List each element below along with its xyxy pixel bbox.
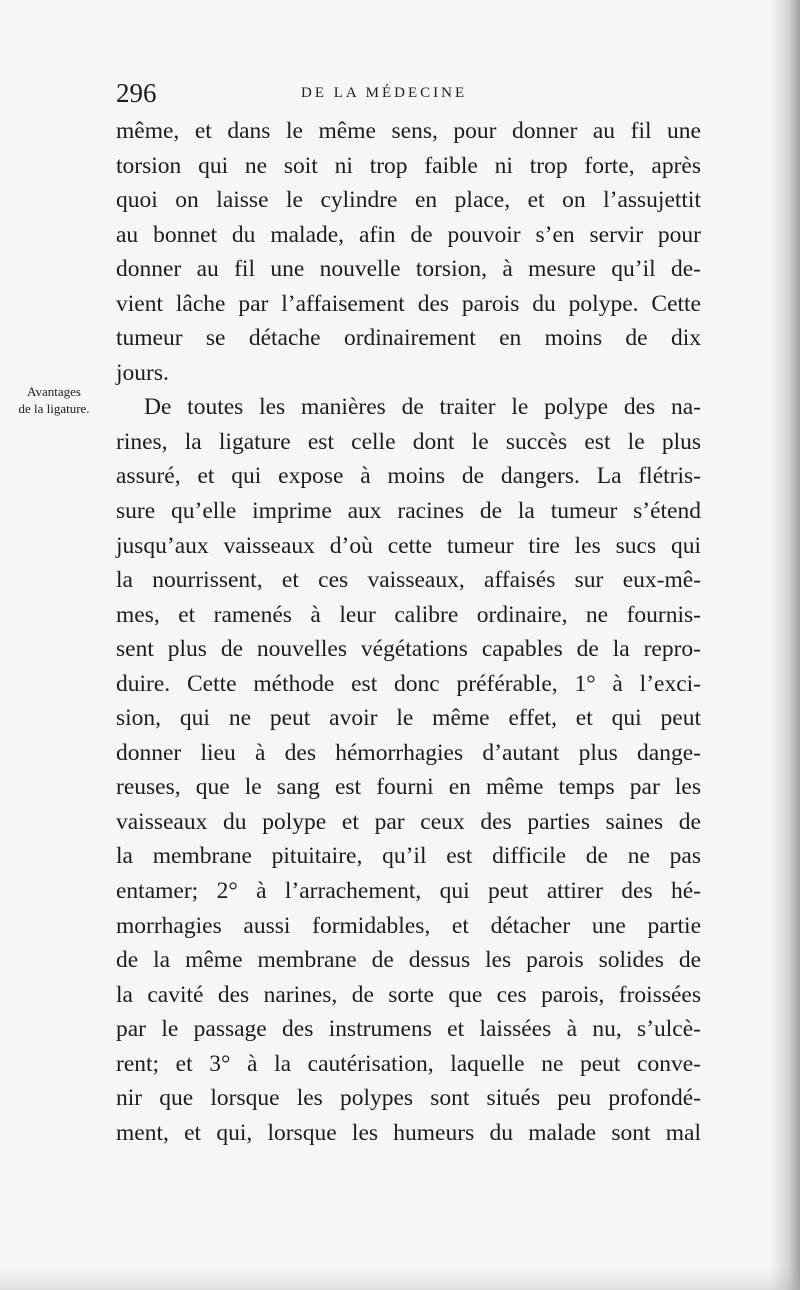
text-line: nir que lorsque les polypes sont situés peu profondé- [116, 1085, 701, 1112]
text-line: jours. [116, 359, 169, 386]
text-line: sure qu’elle imprime aux racines de la tumeur s’étend [116, 498, 701, 525]
text-line: entamer; 2° à l’arrachement, qui peut attirer des hé- [116, 878, 701, 905]
text-line: sion, qui ne peut avoir le même effet, et qui peut [116, 705, 701, 732]
text-line: sent plus de nouvelles végétations capables de la repro- [116, 636, 701, 663]
page-bottom-shadow [0, 1268, 800, 1290]
text-line: ment, et qui, lorsque les humeurs du malade sont mal [116, 1119, 701, 1146]
text-line: vient lâche par l’affaisement des parois du polype. Cette [116, 290, 701, 317]
margin-note-line: de la ligature. [18, 401, 90, 416]
page-number: 296 [116, 78, 157, 108]
text-line: donner au fil une nouvelle torsion, à mesure qu’il de- [116, 256, 701, 283]
text-line: par le passage des instrumens et laissées à nu, s’ulcè- [116, 1016, 701, 1043]
text-line: reuses, que le sang est fourni en même temps par les [116, 774, 701, 801]
margin-note [4, 383, 104, 417]
text-line: morrhagies aussi formidables, et détacher une partie [116, 912, 701, 939]
text-line: rent; et 3° à la cautérisation, laquelle ne peut conve- [116, 1050, 701, 1077]
text-line: la membrane pituitaire, qu’il est difficile de ne pas [116, 843, 701, 870]
text-line: même, et dans le même sens, pour donner au fil une [116, 118, 701, 144]
margin-note-line: Avantages [27, 384, 81, 399]
text-line: quoi on laisse le cylindre en place, et on l’assujettit [116, 187, 701, 214]
text-line: vaisseaux du polype et par ceux des parties saines de [116, 808, 701, 835]
text-line: tumeur se détache ordinairement en moins de dix [116, 325, 701, 352]
text-line: de la même membrane de dessus les parois solides de [116, 947, 701, 974]
text-line: assuré, et qui expose à moins de dangers. La flétris- [116, 463, 701, 490]
page-edge-shadow [770, 0, 800, 1290]
text-line: la nourrissent, et ces vaisseaux, affaisés sur eux-mê- [116, 567, 701, 594]
text-line: De toutes les manières de traiter le polype des na- [144, 394, 701, 421]
text-line: donner lieu à des hémorrhagies d’autant plus dange- [116, 739, 701, 766]
text-line: au bonnet du malade, afin de pouvoir s’en servir pour [116, 221, 701, 248]
text-line: torsion qui ne soit ni trop faible ni trop forte, après [116, 152, 701, 179]
text-line: duire. Cette méthode est donc préférable, 1° à l’exci- [116, 670, 701, 697]
running-head: DE LA MÉDECINE [301, 85, 468, 101]
body-text [116, 114, 701, 1150]
text-line: rines, la ligature est celle dont le succès est le plus [116, 428, 701, 455]
text-line: mes, et ramenés à leur calibre ordinaire, ne fournis- [116, 601, 701, 628]
text-line: jusqu’aux vaisseaux d’où cette tumeur tire les sucs qui [116, 532, 701, 559]
text-line: la cavité des narines, de sorte que ces parois, froissées [116, 981, 701, 1008]
page-header [116, 78, 701, 108]
